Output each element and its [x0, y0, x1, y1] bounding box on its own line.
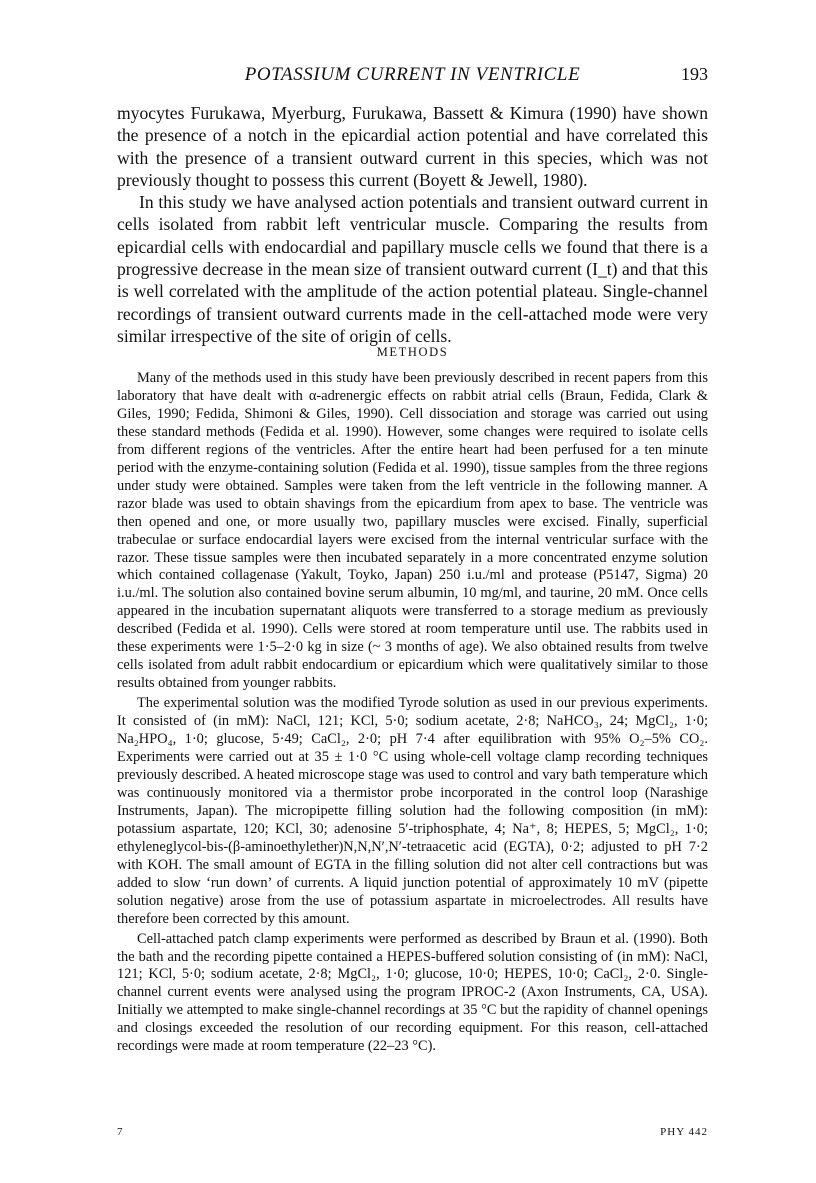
page-number: 193 — [681, 64, 708, 84]
methods-text — [117, 370, 708, 1056]
intro-paragraph: myocytes Furukawa, Myerburg, Furukawa, Bassett & Kimura (1990) have shown the presence of a notch in the epicardial action potential and have correlated this with the presence of a transient outward current in this species, which was not previously thought to possess this current (Boyett & Jewell, 1980). — [117, 103, 708, 190]
running-head — [117, 64, 708, 92]
methods-paragraph: Many of the methods used in this study have been previously described in recent papers from this laboratory that have dealt with α-adrenergic effects on rabbit atrial cells (Braun, Fedida, Clark & Giles, 1990; Fedida, Shimoni & Giles, 1990). Cell dissociation and storage was carried out using these standard methods (Fedida et al. 1990). However, some changes were required to isolate cells from different regions of the ventricles. After the entire heart had been perfused for a ten minute period with the enzyme-containing solution (Fedida et al. 1990), tissue samples from the three regions under study were obtained. Samples were taken from the left ventricle in the following manner. A razor blade was used to obtain shavings from the epicardium from apex to base. The ventricle was then opened and one, or more usually two, papillary muscles were excised. Finally, superficial trabeculae or surface endocardial layers were excised from the internal ventricular surface with the razor. These tissue samples were then incubated separately in a more concentrated enzyme solution which contained collagenase (Yakult, Toyko, Japan) 250 i.u./ml and protease (P5147, Sigma) 20 i.u./ml. The solution also contained bovine serum albumin, 10 mg/ml, and taurine, 20 mM. Once cells appeared in the incubation supernatant aliquots were transferred to a storage medium as previously described (Fedida et al. 1990). Cells were stored at room temperature until use. The rabbits used in these experiments were 1·5–2·0 kg in size (~ 3 months of age). We also obtained results from twelve cells isolated from adult rabbit endocardium or epicardium which were qualitatively similar to those results obtained from younger rabbits. — [117, 370, 708, 692]
intro-paragraph: In this study we have analysed action potentials and transient outward current in cells isolated from rabbit left ventricular muscle. Comparing the results from epicardial cells with endocardial and papillary muscle cells we found that there is a progressive decrease in the mean size of transient outward current (I_t) and that this is well correlated with the amplitude of the action potential plateau. Single-channel recordings of transient outward currents made in the cell-attached mode were very similar irrespective of the site of origin of cells. — [117, 192, 708, 346]
methods-heading: METHODS — [376, 345, 449, 359]
introduction-text — [117, 102, 708, 347]
methods-paragraph: Cell-attached patch clamp experiments were performed as described by Braun et al. (1990). Both the bath and the recording pipette contained a HEPES-buffered solution consisting of (in mM): NaCl, 121; KCl, 5·0; sodium acetate, 2·8; MgCl₂, 1·0; glucose, 10·0; HEPES, 10·0; CaCl₂, 2·0. Single-channel current events were analysed using the program IPROC-2 (Axon Instruments, CA, USA). Initially we attempted to make single-channel recordings at 35 °C but the rapidity of channel openings and closings exceeded the resolution of our recording equipment. For this reason, cell-attached recordings were made at room temperature (22–23 °C). — [117, 930, 708, 1055]
page-footer — [117, 1126, 708, 1142]
running-title: POTASSIUM CURRENT IN VENTRICLE — [244, 64, 581, 85]
signature-mark: 7 — [117, 1126, 124, 1138]
journal-code: PHY 442 — [660, 1126, 708, 1138]
methods-paragraph: The experimental solution was the modified Tyrode solution as used in our previous experiments. It consisted of (in mM): NaCl, 121; KCl, 5·0; sodium acetate, 2·8; NaHCO₃, 24; MgCl₂, 1·0; Na₂HPO₄, 1·0; glucose, 5·49; CaCl₂, 2·0; pH 7·4 after equilibration with 95% O₂–5% CO₂. Experiments were carried out at 35 ± 1·0 °C using whole-cell voltage clamp recording techniques previously described. A heated microscope stage was used to control and vary bath temperature which was continuously monitored via a thermistor probe incorporated in the control loop (Narashige Instruments, Japan). The micropipette filling solution had the following composition (in mM): potassium aspartate, 120; KCl, 30; adenosine 5′-triphosphate, 4; Na⁺, 8; HEPES, 5; MgCl₂, 1·0; ethyleneglycol-bis-(β-aminoethylether)N,N,N′,N′-tetraacetic acid (EGTA), 0·2; adjusted to pH 7·2 with KOH. The small amount of EGTA in the filling solution did not alter cell contractions but was added to slow ‘run down’ of currents. A liquid junction potential of approximately 10 mV (pipette solution negative) arose from the use of potassium aspartate in microelectrodes. All results have therefore been corrected by this amount. — [117, 695, 708, 927]
